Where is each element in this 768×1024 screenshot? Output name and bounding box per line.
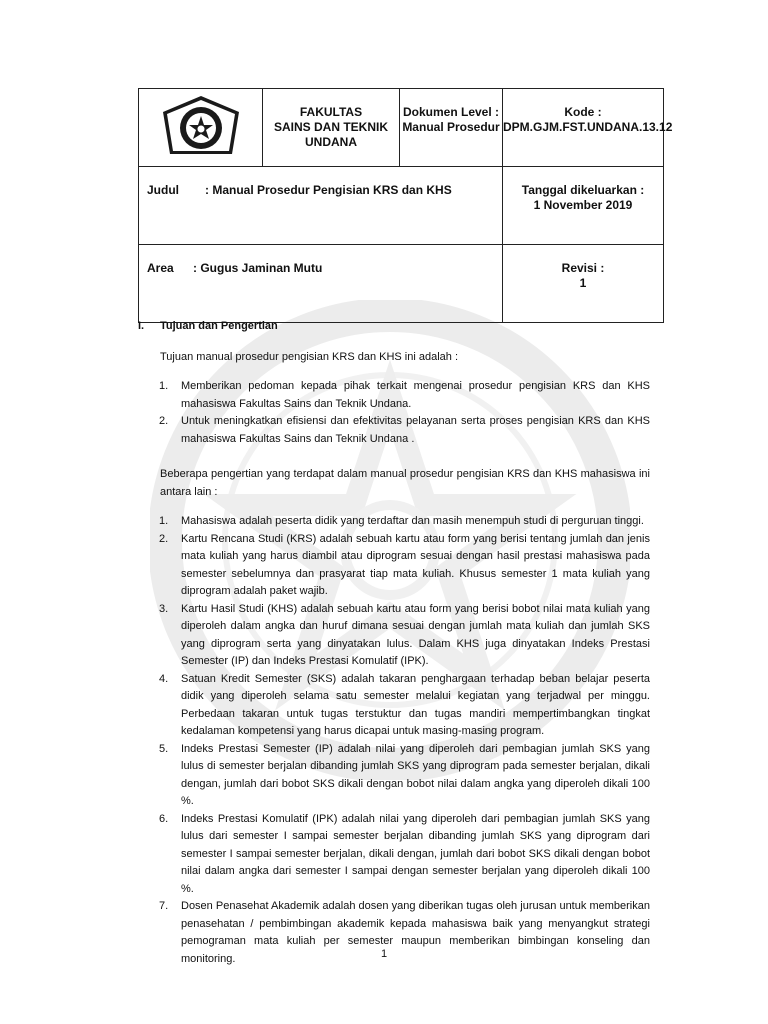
document-body (138, 318, 650, 980)
issued-date-cell (503, 167, 664, 245)
area-label: Area (147, 261, 174, 275)
list-item-number: 1. (159, 515, 169, 527)
list-item-number: 6. (159, 812, 169, 825)
goals-intro: Tujuan manual prosedur pengisian KRS dan KHS ini adalah : (160, 350, 458, 363)
section-heading (138, 318, 650, 336)
list-item-number: 1. (159, 380, 169, 392)
faculty-cell (263, 89, 400, 167)
revision-value: 1 (579, 276, 587, 290)
code-cell (503, 89, 673, 167)
list-item-number: 4. (159, 672, 169, 685)
list-item-text: Indeks Prestasi Semester (IP) adalah nilai yang diperoleh dari pembagian jumlah SKS yang lulus di semester berjalan dibanding jumlah SKS yang diprogram pada semester berjalan, dikali dengan, jumlah dari bobot SKS dikali dengan bobot nilai dalam angka yang diperoleh dikali 100 %. (181, 742, 650, 807)
list-item-number: 2. (159, 532, 169, 545)
page-number: 1 (380, 948, 388, 960)
list-item-number: 3. (159, 602, 169, 615)
area-value: : Gugus Jaminan Mutu (193, 261, 323, 275)
revision-cell (503, 245, 664, 323)
issued-date-value: 1 November 2019 (533, 198, 633, 212)
doc-level-label: Dokumen Level : (402, 105, 500, 119)
list-item-text: Kartu Rencana Studi (KRS) adalah sebuah kartu atau form yang berisi tentang jumlah dan jenis mata kuliah yang harus diambil atau diprogram sesuai dengan hasil prestasi mahasiswa pada semester sebelumnya dan prasyarat tiap mata kuliah. Khusus semester 1 mata kuliah yang diprogram adalah paket wajib. (181, 532, 650, 597)
issued-date-label: Tanggal dikeluarkan : (521, 183, 645, 197)
university-logo (160, 94, 242, 158)
list-item-text: Kartu Hasil Studi (KHS) adalah sebuah kartu atau form yang berisi bobot nilai mata kuliah yang diperoleh dalam angka dan huruf dimana sesuai dengan jumlah mata kuliah dan jumlah SKS yang diprogram serta yang dinyatakan lulus. Dalam KHS juga dinyatakan Indeks Prestasi Semester (IP) dan Indeks Prestasi Komulatif (IPK). (181, 602, 650, 667)
document-header-table (138, 88, 673, 323)
title-value: : Manual Prosedur Pengisian KRS dan KHS (205, 183, 452, 197)
list-item-number: 7. (159, 900, 169, 912)
list-item-text: Mahasiswa adalah peserta didik yang terdaftar dan masih menempuh studi di perguruan tinggi. (181, 515, 644, 527)
code-label: Kode : (564, 105, 602, 119)
list-item (138, 531, 650, 601)
list-item (138, 811, 650, 899)
doc-level-cell (400, 89, 503, 167)
list-item (138, 413, 650, 448)
area-cell (139, 245, 503, 323)
list-item-number: 5. (159, 742, 169, 755)
list-item (138, 671, 650, 741)
list-item (138, 513, 650, 531)
title-label: Judul (147, 183, 179, 197)
definitions-list (138, 513, 650, 968)
list-item-text: Indeks Prestasi Komulatif (IPK) adalah nilai yang diperoleh dari pembagian jumlah SKS yang lulus dari semester I sampai semester berjalan dibanding jumlah SKS yang diprogram dari semester I sampai semester berjalan, dikali dengan, jumlah dari bobot SKS dikali dengan bobot nilai dalam angka dari semester I sampai dengan semester berjalan yang diperoleh dikali 100 %. (181, 812, 650, 895)
list-item-text: Dosen Penasehat Akademik adalah dosen yang diberikan tugas oleh jurusan untuk memberikan penasehatan / pembimbingan akademik kepada mahasiswa baik yang menyangkut strategi pemograman mata kuliah per semester maupun memberikan bimbingan konseling dan monitoring. (181, 900, 650, 965)
section-title: Tujuan dan Pengertian (160, 320, 278, 332)
list-item-number: 2. (159, 415, 169, 427)
section-number: I. (138, 320, 145, 332)
definitions-intro: Beberapa pengertian yang terdapat dalam manual prosedur pengisian KRS dan KHS mahasiswa ini antara lain : (160, 468, 650, 498)
logo-cell (139, 89, 263, 167)
list-item-text: Memberikan pedoman kepada pihak terkait mengenai prosedur pengisian KRS dan KHS mahasiswa Fakultas Sains dan Teknik Undana. (181, 380, 650, 410)
list-item-text: Satuan Kredit Semester (SKS) adalah takaran penghargaan terhadap beban belajar peserta didik yang diperoleh selama satu semester melalui kegiatan yang terjadwal per minggu. Perbedaan takaran untuk tugas terstuktur dan tugas mandiri mempertimbangkan tingkat kedalaman kompetensi yang harus dicapai untuk masing-masing program. (181, 672, 650, 737)
list-item (138, 601, 650, 671)
list-item-text: Untuk meningkatkan efisiensi dan efektivitas pelayanan serta proses pengisian KRS dan KHS mahasiswa Fakultas Sains dan Teknik Undana . (181, 415, 650, 445)
faculty-name: FAKULTAS SAINS DAN TEKNIK UNDANA (273, 105, 388, 149)
revision-label: Revisi : (561, 261, 605, 275)
list-item (138, 741, 650, 811)
doc-level-value: Manual Prosedur (402, 120, 500, 134)
code-value: DPM.GJM.FST.UNDANA.13.12 (503, 120, 673, 134)
goals-list (138, 378, 650, 448)
list-item (138, 378, 650, 413)
title-cell (139, 167, 503, 245)
